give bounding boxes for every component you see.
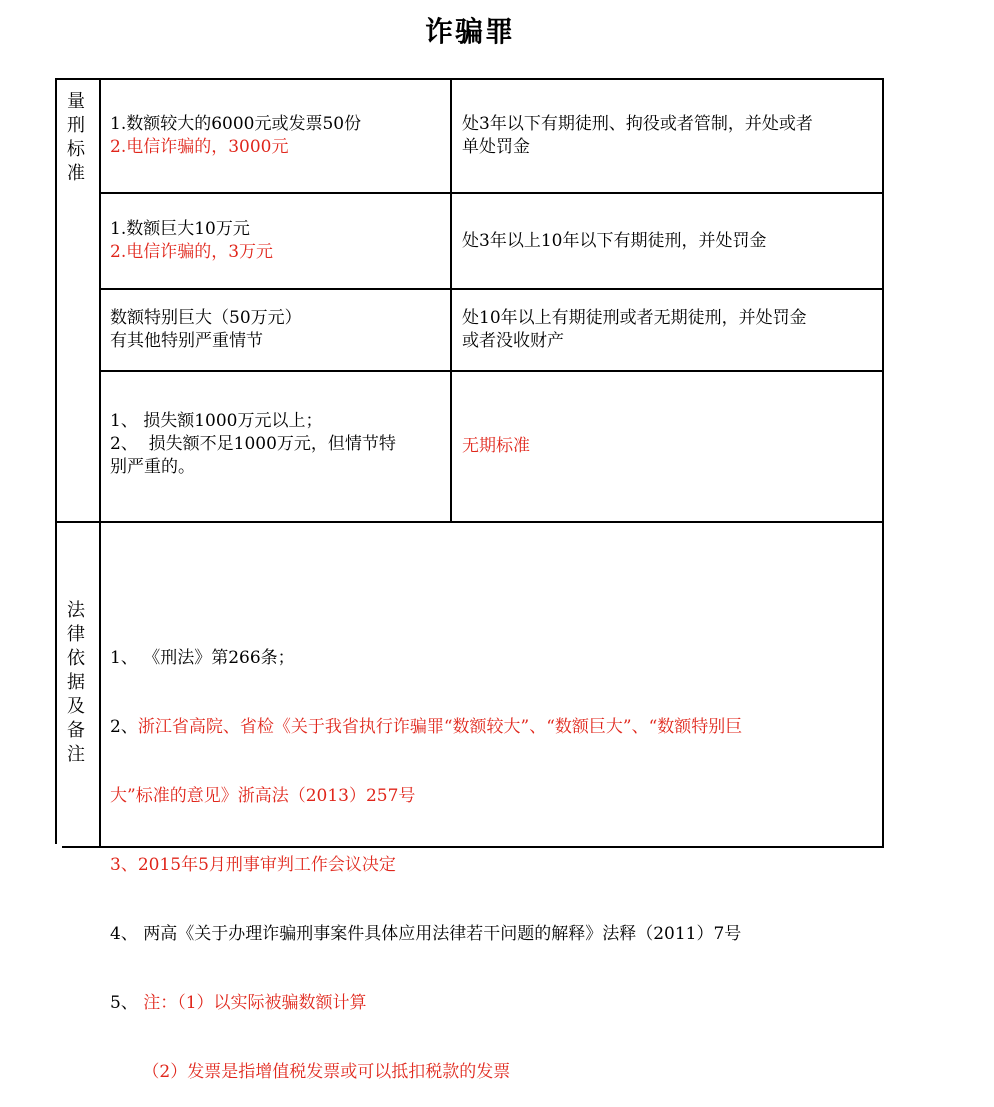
row4-amount-cell bbox=[110, 410, 445, 479]
note-line-1: 1、 《刑法》第266条； bbox=[110, 648, 295, 668]
note-line-7: （2）发票是指增值税发票或可以抵扣税款的发票 bbox=[110, 1062, 511, 1082]
section-label-legal-basis-notes: 法 律 依 据 及 备 注 bbox=[67, 600, 85, 765]
section-label-sentencing-standards: 量 刑 标 准 bbox=[67, 91, 85, 184]
note-line-4: 3、2015年5月刑事审判工作会议决定 bbox=[110, 855, 396, 875]
row-divider-1 bbox=[99, 192, 884, 194]
row4-penalty-line1: 无期标准 bbox=[462, 436, 530, 456]
legal-notes-cell bbox=[110, 601, 880, 1107]
middle-column-divider bbox=[450, 78, 452, 523]
table-border-left bbox=[55, 78, 57, 844]
row2-amount-line1: 1.数额巨大10万元 bbox=[110, 219, 250, 239]
row1-penalty-cell bbox=[462, 113, 877, 159]
row2-penalty-line1: 处3年以上10年以下有期徒刑，并处罚金 bbox=[462, 231, 767, 251]
note-line-5: 4、 两高《关于办理诈骗刑事案件具体应用法律若干问题的解释》法释（2011）7号 bbox=[110, 924, 742, 944]
row4-penalty-cell bbox=[462, 435, 877, 458]
row4-amount-line3: 别严重的。 bbox=[110, 457, 195, 477]
note-line-6: 5、 注：（1）以实际被骗数额计算 bbox=[110, 993, 367, 1013]
table-border-top bbox=[55, 78, 884, 80]
row-divider-2 bbox=[99, 288, 884, 290]
row1-amount-cell bbox=[110, 113, 445, 159]
row4-amount-line1: 1、 损失额1000万元以上； bbox=[110, 411, 323, 431]
note-line-2: 2、浙江省高院、省检《关于我省执行诈骗罪“数额较大”、“数额巨大”、“数额特别巨 bbox=[110, 717, 743, 737]
row3-amount-line1: 数额特别巨大（50万元） bbox=[110, 308, 302, 328]
row3-penalty-line1: 处10年以上有期徒刑或者无期徒刑，并处罚金 bbox=[462, 308, 807, 328]
section-divider bbox=[55, 521, 884, 523]
row1-amount-line1: 1.数额较大的6000元或发票50份 bbox=[110, 114, 362, 134]
row3-amount-cell bbox=[110, 307, 445, 353]
row-divider-3 bbox=[99, 370, 884, 372]
row2-amount-line2: 2.电信诈骗的，3万元 bbox=[110, 242, 274, 262]
page-title: 诈骗罪 bbox=[424, 15, 515, 48]
row3-penalty-line2: 或者没收财产 bbox=[462, 331, 564, 351]
row2-amount-cell bbox=[110, 218, 445, 264]
row1-amount-line2: 2.电信诈骗的，3000元 bbox=[110, 137, 289, 157]
row1-penalty-line2: 单处罚金 bbox=[462, 137, 530, 157]
row1-penalty-line1: 处3年以下有期徒刑、拘役或者管制，并处或者 bbox=[462, 114, 813, 134]
row4-amount-line2: 2、 损失额不足1000万元，但情节特 bbox=[110, 434, 396, 454]
note-line-3: 大”标准的意见》浙高法（2013）257号 bbox=[110, 786, 416, 806]
row2-penalty-cell bbox=[462, 230, 877, 253]
row3-amount-line2: 有其他特别严重情节 bbox=[110, 331, 263, 351]
row3-penalty-cell bbox=[462, 307, 877, 353]
